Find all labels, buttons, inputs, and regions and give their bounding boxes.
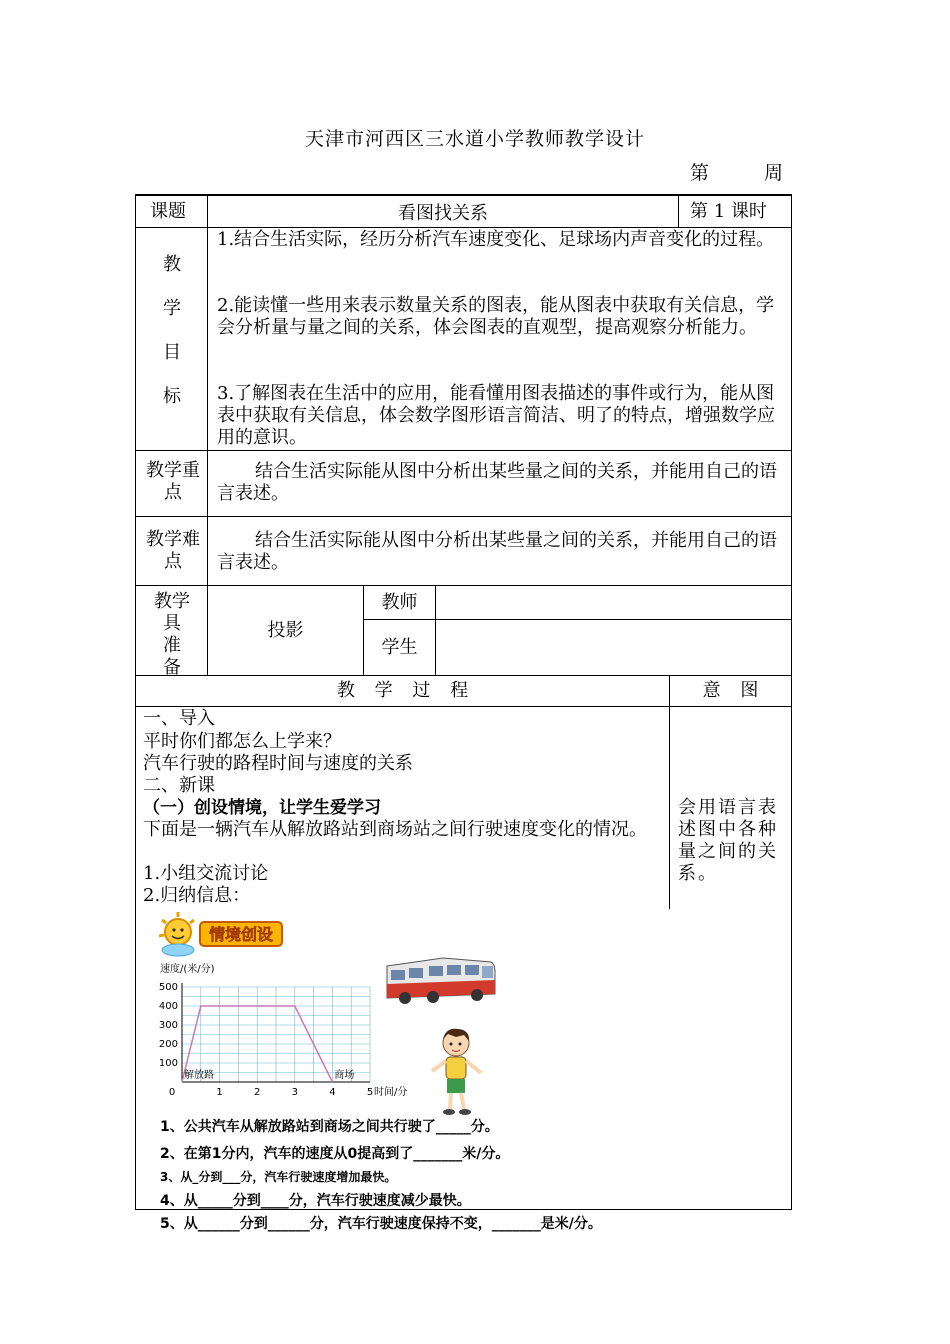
week-label-b: 周 — [764, 162, 784, 184]
x-tick-label: 2 — [254, 1087, 261, 1098]
process-line-6: 1.小组交流讨论 — [143, 863, 269, 884]
chart-grid — [182, 983, 370, 1082]
process-line-1: 一、导入 — [143, 708, 215, 729]
chart-xlabel: 时间/分 — [374, 1087, 408, 1098]
prep-value: 投影 — [267, 620, 304, 641]
question-3: 3、从_分到___分，汽车行驶速度增加最快。 — [160, 1170, 397, 1184]
y-tick-label: 300 — [158, 1020, 178, 1031]
intent-header: 意 图 — [702, 680, 759, 701]
goal-3: 3.了解图表在生活中的应用，能看懂用图表描述的事件或行为，能从图表中获取有关信息，体会数学图形语言简洁、明了的特点，增强数学应用的意识。 — [217, 383, 775, 448]
start-station-label: 解放路 — [184, 1070, 214, 1081]
lesson-number: 第 1 课时 — [690, 201, 767, 222]
question-2: 2、在第1分内，汽车的速度从0提高到了_______米/分。 — [160, 1146, 510, 1162]
prep-label-4: 备 — [163, 657, 181, 678]
x-tick-label: 3 — [291, 1087, 298, 1098]
x-tick-label: 1 — [216, 1087, 223, 1098]
document-title: 天津市河西区三水道小学教师教学设计 — [304, 128, 645, 150]
sun-icon — [159, 912, 194, 956]
chart-ylabel: 速度/(米/分) — [160, 964, 215, 975]
process-line-4: 二、新课 — [143, 775, 215, 796]
process-line-2: 平时你们都怎么上学来？ — [143, 731, 341, 752]
scenario-banner — [156, 910, 296, 958]
student-label: 学生 — [381, 637, 418, 658]
process-line-7: 2.归纳信息： — [143, 885, 251, 906]
key-point-value: 结合生活实际能从图中分析出某些量之间的关系，并能用自己的语言表述。 — [217, 461, 777, 504]
x-tick-label: 4 — [329, 1087, 336, 1098]
process-line-3: 汽车行驶的路程时间与速度的关系 — [143, 753, 413, 774]
y-tick-label: 500 — [158, 982, 178, 993]
boy-icon — [432, 1029, 481, 1115]
goals-label-4: 标 — [163, 386, 181, 407]
difficulty-label: 教学难点 — [146, 529, 200, 572]
prep-label-2: 具 — [163, 613, 181, 634]
y-tick-label: 100 — [158, 1058, 178, 1069]
goal-2: 2.能读懂一些用来表示数量关系的图表，能从图表中获取有关信息，学会分析量与量之间的关系，体会图表的直观型，提高观察分析能力。 — [217, 295, 775, 338]
process-header: 教 学 过 程 — [336, 680, 469, 701]
question-1: 1、公共汽车从解放路站到商场之间共行驶了_____分。 — [160, 1119, 499, 1135]
intent-text: 会用语言表述图中各种量之间的关系。 — [678, 797, 778, 884]
goal-1: 1.结合生活实际，经历分析汽车速度变化、足球场内声音变化的过程。 — [217, 229, 775, 250]
banner-text: 情境创设 — [208, 925, 274, 944]
topic-label: 课题 — [150, 201, 186, 222]
difficulty-value: 结合生活实际能从图中分析出某些量之间的关系，并能用自己的语言表述。 — [217, 530, 777, 573]
goals-label-3: 目 — [163, 342, 181, 363]
end-station-label: 商场 — [334, 1070, 355, 1081]
goals-label-2: 学 — [163, 298, 181, 319]
week-label-a: 第 — [690, 162, 710, 184]
boy-illustration — [426, 1025, 488, 1117]
process-heading: （一）创设情境，让学生爱学习 — [143, 798, 381, 818]
bus-icon — [387, 958, 495, 1004]
question-4: 4、从_____分到____分，汽车行驶速度减少最快。 — [160, 1193, 471, 1209]
x-tick-label: 5 — [366, 1087, 374, 1098]
prep-label-3: 准 — [163, 635, 181, 656]
topic-value: 看图找关系 — [398, 203, 488, 224]
process-line-5: 下面是一辆汽车从解放路站到商场站之间行驶速度变化的情况。 — [143, 819, 647, 840]
goals-label-1: 教 — [163, 254, 181, 275]
bus-illustration — [383, 948, 498, 1012]
question-5: 5、从______分到______分，汽车行驶速度保持不变，_______是米/分。 — [160, 1216, 602, 1232]
key-point-label: 教学重点 — [146, 460, 200, 503]
x-tick-label: 0 — [168, 1087, 176, 1098]
teacher-label: 教师 — [381, 592, 418, 613]
y-tick-label: 400 — [158, 1001, 178, 1012]
y-tick-label: 200 — [158, 1039, 178, 1050]
prep-label-1: 教学 — [154, 591, 190, 612]
